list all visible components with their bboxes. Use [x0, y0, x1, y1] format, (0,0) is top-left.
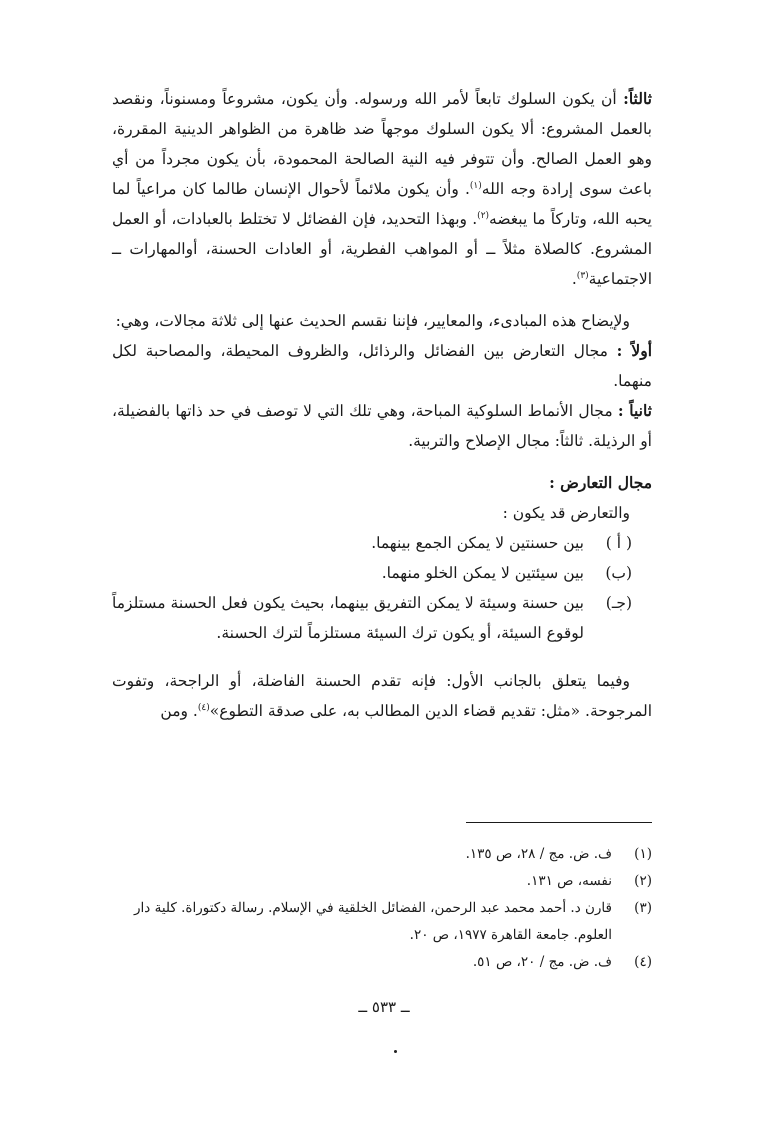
paragraph-text: مجال التعارض بين الفضائل والرذائل، والظروف المحيطة، والمصاحبة لكل منهما.	[112, 342, 652, 390]
footnote-number: (٢)	[634, 873, 652, 889]
paragraph-first	[112, 336, 652, 396]
paragraph-text: أن يكون السلوك تابعاً لأمر الله ورسوله. وأن يكون، مشروعاً ومسنوناً، ونقصد بالعمل المشروع: ألا يكون السلوك موجهاً ضد ظاهرة من الظواهر الدينية المقررة، وهو العمل الصالح. وأن تتوفر فيه النية الصالحة المحمودة، بأن يكون مجرداً من أي باعث سوى إرادة وجه الله	[112, 90, 652, 198]
list-item-label: (جـ)	[605, 594, 632, 612]
list-item-text: بين سيئتين لا يمكن الخلو منهما.	[381, 564, 584, 582]
footnote-number: (١)	[634, 846, 652, 862]
paragraph-text: . ومن	[160, 702, 198, 720]
main-text	[112, 84, 652, 726]
footnote-ref[interactable]: (٤)	[197, 702, 210, 713]
paragraph-label: ثانياً :	[617, 401, 652, 420]
list-item	[112, 558, 632, 588]
paragraph-text: . وبهذا التحديد، فإن الفضائل لا تختلط بالعبادات، أو العمل المشروع. كالصلاة مثلاً ــ أو المواهب الفطرية، أو العادات الحسنة، أوالمهارات ــ الاجتماعية	[112, 210, 652, 288]
paragraph-label: أولاً :	[616, 341, 653, 360]
list-item-label: (ب)	[605, 564, 632, 582]
section-heading: مجال التعارض :	[549, 473, 652, 492]
footnote	[112, 895, 652, 949]
footnote-number: (٤)	[634, 954, 652, 970]
footnote-ref[interactable]: (٢)	[477, 210, 490, 221]
paragraph-second	[112, 396, 652, 456]
page-number: ــ ٥٣٣ ــ	[358, 998, 410, 1016]
paragraph-text: وفيما يتعلق بالجانب الأول: فإنه تقدم الحسنة الفاضلة، أو الراجحة، وتفوت المرجوحة. «مثل: تقديم قضاء الدين المطالب به، على صدقة التطوع»	[112, 672, 652, 720]
footnote-ref[interactable]: (١)	[469, 180, 482, 191]
paragraph-first-aspect	[112, 666, 652, 726]
paragraph-third	[112, 84, 652, 294]
footnote-divider	[466, 822, 652, 823]
footnote-text: نفسه، ص ١٣١.	[526, 873, 612, 889]
list-item-text: بين حسنتين لا يمكن الجمع بينهما.	[371, 534, 584, 552]
paragraph-text: مجال الأنماط السلوكية المباحة، وهي تلك التي لا توصف في حد ذاتها بالفضيلة، أو الرذيلة. ثالثاً: مجال الإصلاح والتربية.	[112, 402, 652, 450]
list-item	[112, 588, 632, 648]
list-item	[112, 528, 632, 558]
footnote-number: (٣)	[634, 900, 652, 916]
paragraph-clarification: ولإيضاح هذه المبادىء، والمعايير، فإننا نقسم الحديث عنها إلى ثلاثة مجالات، وهي:	[115, 312, 630, 330]
footnote-text: ف. ض. مج / ٢٨، ص ١٣٥.	[465, 846, 612, 862]
paragraph-label: ثالثاً:	[623, 89, 652, 108]
paragraph-text: . وأن يكون ملائماً لأحوال الإنسان طالما كان مراعياً لما يحبه الله، وتاركاً ما يبغضه	[112, 180, 652, 228]
footnote	[112, 949, 652, 976]
footnote-ref[interactable]: (٣)	[576, 270, 589, 281]
footnotes	[112, 841, 652, 976]
footnote	[112, 841, 652, 868]
footnote-text: ف. ض. مج / ٢٠، ص ٥١.	[472, 954, 612, 970]
list-item-text: بين حسنة وسيئة لا يمكن التفريق بينهما، بحيث يكون فعل الحسنة مستلزماً لوقوع السيئة، أو يكون ترك السيئة مستلزماً لترك الحسنة.	[112, 594, 584, 642]
paragraph-text: .	[571, 270, 577, 288]
section-intro: والتعارض قد يكون :	[502, 504, 630, 522]
footnote	[112, 868, 652, 895]
list-item-label: ( أ )	[605, 534, 632, 552]
ink-dot	[394, 1050, 397, 1053]
footnote-text: قارن د. أحمد محمد عبد الرحمن، الفضائل الخلقية في الإسلام. رسالة دكتوراة. كلية دار العلوم. جامعة القاهرة ١٩٧٧، ص ٢٠.	[134, 900, 612, 943]
